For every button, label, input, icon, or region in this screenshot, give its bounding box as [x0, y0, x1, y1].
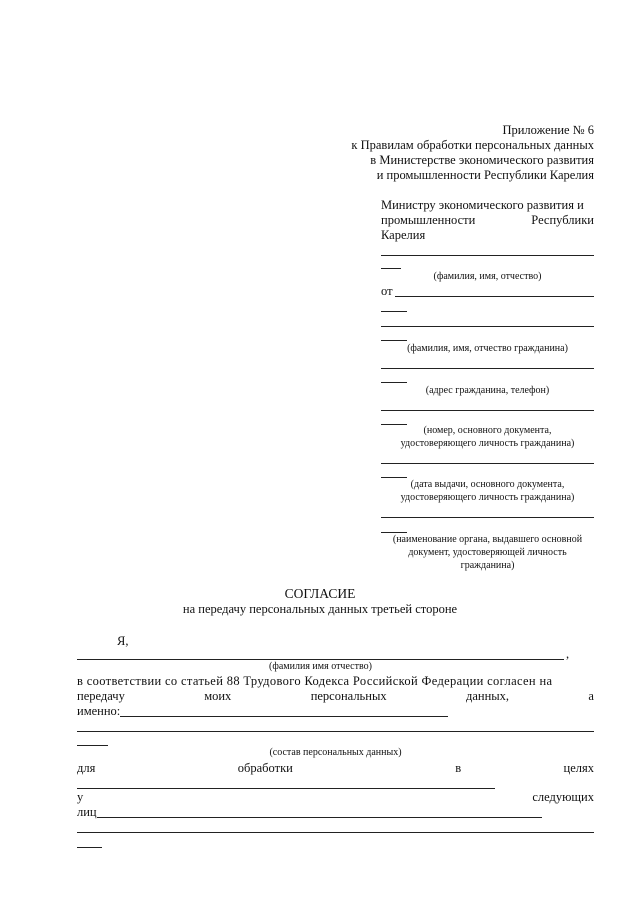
p3-word-2: обработки — [237, 761, 293, 775]
p3-word-1: для — [77, 761, 96, 775]
document-subtitle: на передачу персональных данных третьей стороне — [182, 602, 458, 616]
doc-date-hint-1: (дата выдачи, основного документа, — [410, 479, 565, 490]
annex-line-2: к Правилам обработки персональных данных — [351, 138, 594, 152]
p2-word-4: данных, — [465, 689, 510, 703]
body-paragraph-3 — [77, 761, 594, 776]
body-fio-comma: , — [566, 647, 570, 661]
citizen-fio-hint: (фамилия, имя, отчество гражданина) — [407, 343, 568, 354]
doc-date-hint-2: удостоверяющего личность гражданина) — [400, 492, 575, 503]
composition-line[interactable] — [77, 731, 594, 732]
body-paragraph-4 — [77, 790, 594, 805]
p2-word-5: а — [588, 689, 594, 703]
p3-word-4: целях — [563, 761, 594, 775]
namely-label: именно: — [77, 704, 121, 718]
body-paragraph-2 — [77, 689, 594, 704]
document-title: СОГЛАСИЕ — [284, 586, 356, 601]
citizen-fio-line[interactable] — [381, 326, 594, 327]
from-line[interactable] — [395, 296, 594, 297]
annex-line-4: и промышленности Республики Карелия — [376, 168, 594, 182]
p2-word-1: передачу — [77, 689, 125, 703]
p2-word-3: персональных — [310, 689, 387, 703]
fio-hint: (фамилия, имя, отчество) — [433, 271, 542, 282]
doc-date-line[interactable] — [381, 463, 594, 464]
body-paragraph-1-text: в соответствии со статьей 88 Трудового Кодекса Российской Федерации согласен на — [77, 674, 553, 688]
address-line[interactable] — [381, 368, 594, 369]
addressee-line-2-left: промышленности — [381, 213, 476, 227]
from-line-tail — [381, 311, 407, 312]
fio-line[interactable] — [381, 255, 594, 256]
fio-line-tail — [381, 268, 401, 269]
p2-word-2: моих — [204, 689, 232, 703]
addressee-line-2-right: Республики — [531, 213, 594, 227]
addressee-line-2 — [381, 213, 594, 228]
doc-number-hint-1: (номер, основного документа, — [423, 425, 552, 436]
persons-line[interactable] — [97, 817, 542, 818]
addressee-line-1: Министру экономического развития и — [381, 198, 584, 212]
citizen-fio-line-tail — [381, 340, 407, 341]
purpose-line[interactable] — [77, 788, 495, 789]
p3-word-3: в — [455, 761, 462, 775]
composition-hint: (состав персональных данных) — [269, 747, 402, 758]
annex-line-3: в Министерстве экономического развития — [370, 153, 594, 167]
address-hint: (адрес гражданина, телефон) — [425, 385, 550, 396]
doc-number-line[interactable] — [381, 410, 594, 411]
following-label: следующих — [532, 790, 594, 804]
addressee-line-3: Карелия — [381, 228, 426, 242]
body-fio-hint: (фамилия имя отчество) — [269, 661, 372, 672]
namely-line[interactable] — [120, 716, 448, 717]
issuer-line[interactable] — [381, 517, 594, 518]
ya-label: Я, — [117, 634, 129, 648]
persons-line-2[interactable] — [77, 832, 594, 833]
persons-line-tail — [77, 847, 102, 848]
annex-number: Приложение № 6 — [502, 123, 594, 137]
body-paragraph-1 — [77, 674, 594, 689]
address-line-tail — [381, 382, 407, 383]
doc-number-hint-2: удостоверяющего личность гражданина) — [400, 438, 575, 449]
from-label: от — [381, 284, 393, 298]
persons-label: лиц — [77, 805, 97, 819]
issuer-hint-3: гражданина) — [460, 560, 515, 571]
issuer-hint-2: документ, удостоверяющей личность — [408, 547, 567, 558]
issuer-hint-1: (наименование органа, выдавшего основной — [392, 534, 583, 545]
u-label: у — [77, 790, 84, 804]
